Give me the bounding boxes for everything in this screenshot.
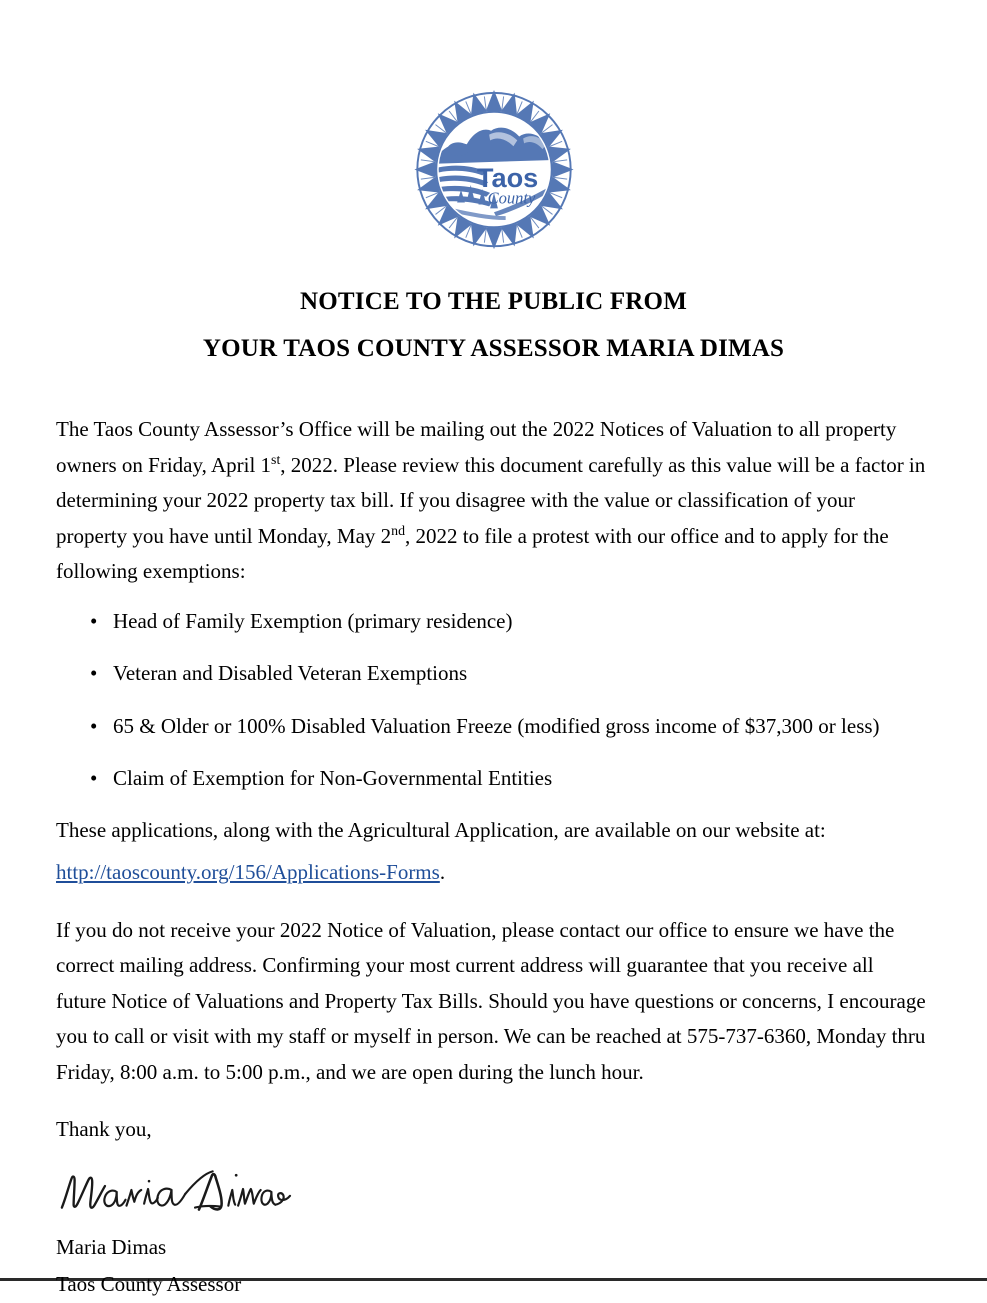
list-item [56,761,927,797]
list-item-label: Claim of Exemption for Non-Governmental Entities [113,766,553,790]
ordinal-nd: nd [391,522,406,538]
closing-salutation: Thank you, [56,1117,152,1141]
paragraph-link-line [56,855,927,891]
list-item [56,656,927,692]
document-body [56,412,927,1303]
applications-forms-link[interactable]: http://taoscounty.org/156/Applications-Forms [56,860,440,884]
title-line-1: NOTICE TO THE PUBLIC FROM [299,288,688,315]
link-trailing-period: . [439,860,446,884]
signer-title: Taos County Assessor [56,1272,242,1296]
logo-wordmark-secondary: County [487,188,535,208]
logo-wordmark-primary: Taos [476,162,538,193]
exemptions-list [56,604,927,797]
list-item-label: Head of Family Exemption (primary residence) [113,608,513,633]
list-item-label: Veteran and Disabled Veteran Exemptions [113,661,468,685]
list-item-label: 65 & Older or 100% Disabled Valuation Freeze (modified gross income of $37,300 or less) [113,713,880,738]
signature-block [56,1112,927,1303]
bullet-icon: • [90,713,98,738]
paragraph-applications: These applications, along with the Agricultural Application, are available on our website at: [56,817,826,842]
ordinal-st: st [271,451,281,467]
paragraph-contact: If you do not receive your 2022 Notice of Valuation, please contact our office to ensure we have the correct mailing address. Confirming your most current address will guarantee that you receive all future Notice of Valuations and Property Tax Bills. Should you have questions or concerns, I encourage you to call or visit with my staff or myself in person. We can be reached at 575-737-6360, Monday thru Friday, 8:00 a.m. to 5:00 p.m., and we are open during the lunch hour. [56,917,926,1084]
taos-county-seal-icon [396,88,592,253]
signer-name: Maria Dimas [56,1234,167,1259]
title-line-2: YOUR TAOS COUNTY ASSESSOR MARIA DIMAS [202,335,785,362]
header-logo-area [0,88,987,253]
bullet-icon: • [90,608,98,633]
paragraph-intro-part-3: , 2022 to file a protest with our office and to apply for the following exemptions: [56,523,889,583]
paragraph-intro [56,412,927,590]
list-item [56,604,927,640]
paragraph-intro-part-1: The Taos County Assessor’s Office will be mailing out the 2022 Notices of Valuation to all property owners on Friday, April 1 [56,417,897,477]
page-title [0,278,987,372]
paragraph-intro-part-2: , 2022. Please review this document carefully as this value will be a factor in determining your 2022 property tax bill. If you disagree with the value or classification of your property you have until Monday, May 2 [56,452,926,548]
bullet-icon: • [90,661,98,685]
list-item [56,709,927,745]
bullet-icon: • [90,766,98,790]
paragraph-spacer [56,903,927,913]
handwritten-signature-image [56,1158,291,1220]
